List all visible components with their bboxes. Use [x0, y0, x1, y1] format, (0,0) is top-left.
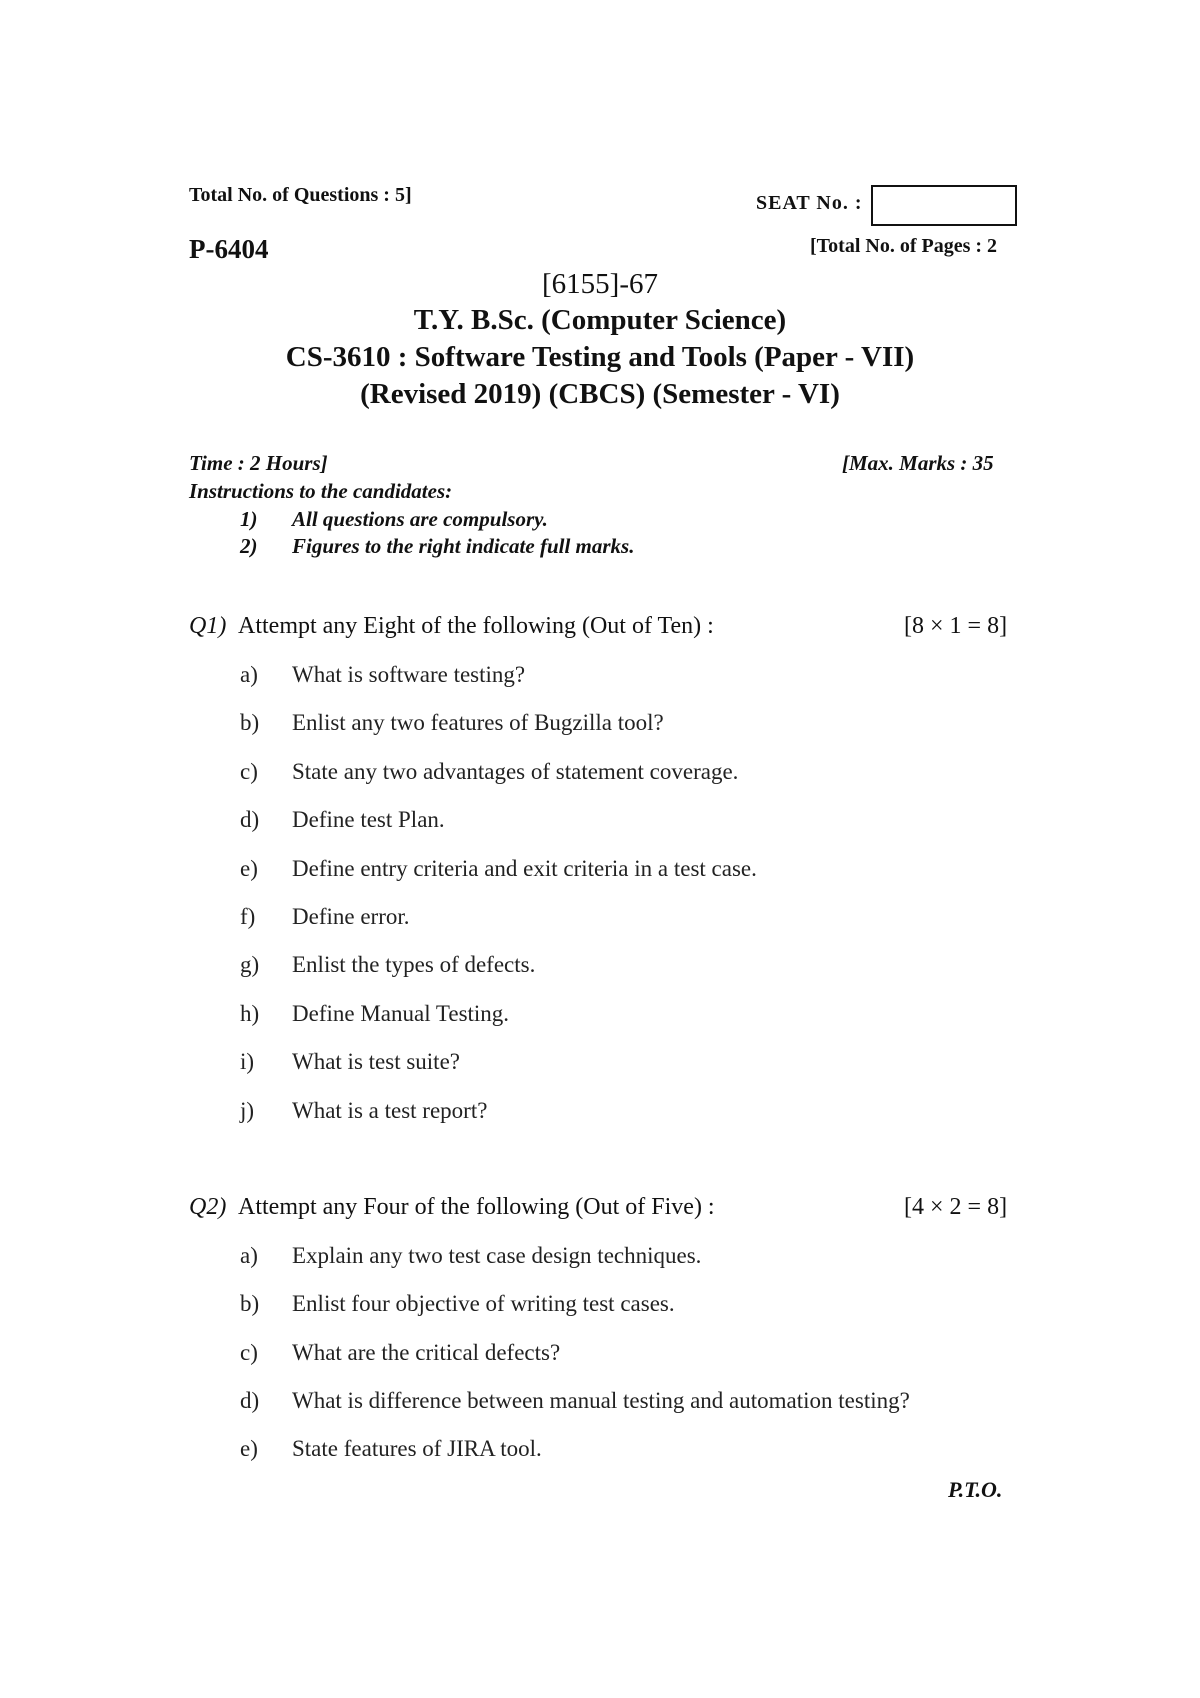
question-number: Q2) — [189, 1194, 227, 1220]
question-item: What is a test report? — [292, 1098, 488, 1123]
question-item: State features of JIRA tool. — [292, 1436, 542, 1461]
question-item: Enlist the types of defects. — [292, 952, 536, 977]
exam-time: Time : 2 Hours] — [189, 451, 328, 475]
item-letter: d) — [240, 807, 260, 832]
seat-number-label: SEAT No. : — [756, 192, 863, 214]
total-pages: [Total No. of Pages : 2 — [810, 235, 998, 257]
instruction-text: All questions are compulsory. — [292, 507, 548, 531]
question-item: Define Manual Testing. — [292, 1001, 510, 1026]
question-marks: [8 × 1 = 8] — [904, 613, 1008, 639]
item-letter: e) — [240, 1436, 258, 1461]
question-item: What is test suite? — [292, 1049, 460, 1074]
question-item: What is difference between manual testing and automation testing? — [292, 1388, 910, 1413]
item-letter: f) — [240, 904, 256, 929]
item-letter: c) — [240, 759, 258, 784]
item-letter: e) — [240, 856, 258, 881]
question-item: What are the critical defects? — [292, 1340, 561, 1365]
question-marks: [4 × 2 = 8] — [904, 1194, 1008, 1220]
item-letter: b) — [240, 1291, 260, 1316]
paper-code: P-6404 — [189, 234, 269, 264]
item-letter: i) — [240, 1049, 255, 1074]
question-item: Enlist any two features of Bugzilla tool? — [292, 710, 664, 735]
seat-number-box[interactable] — [871, 185, 1017, 226]
question-heading: Attempt any Four of the following (Out of Five) : — [238, 1194, 715, 1220]
subject-title: CS-3610 : Software Testing and Tools (Paper - VII) — [285, 341, 915, 373]
please-turn-over: P.T.O. — [948, 1477, 1003, 1502]
course-title: T.Y. B.Sc. (Computer Science) — [413, 304, 787, 336]
item-letter: c) — [240, 1340, 258, 1365]
exam-code: [6155]-67 — [542, 268, 658, 300]
question-item: Explain any two test case design techniques. — [292, 1243, 702, 1268]
total-questions: Total No. of Questions : 5] — [189, 184, 412, 206]
question-item: Define test Plan. — [292, 807, 445, 832]
revision-info: (Revised 2019) (CBCS) (Semester - VI) — [360, 378, 840, 410]
item-letter: a) — [240, 662, 258, 687]
question-item: Define entry criteria and exit criteria in a test case. — [292, 856, 757, 881]
item-letter: b) — [240, 710, 260, 735]
item-letter: d) — [240, 1388, 260, 1413]
question-heading: Attempt any Eight of the following (Out of Ten) : — [238, 613, 714, 639]
question-item: Enlist four objective of writing test cases. — [292, 1291, 675, 1316]
item-letter: h) — [240, 1001, 260, 1026]
question-item: What is software testing? — [292, 662, 526, 687]
question-number: Q1) — [189, 613, 227, 639]
question-item: State any two advantages of statement coverage. — [292, 759, 739, 784]
item-letter: j) — [240, 1098, 255, 1123]
max-marks: [Max. Marks : 35 — [842, 451, 994, 475]
item-letter: a) — [240, 1243, 258, 1268]
instructions-title: Instructions to the candidates: — [189, 479, 453, 503]
question-item: Define error. — [292, 904, 410, 929]
instruction-number: 2) — [240, 534, 258, 558]
item-letter: g) — [240, 952, 260, 977]
instruction-text: Figures to the right indicate full marks. — [292, 534, 635, 558]
instruction-number: 1) — [240, 507, 258, 531]
